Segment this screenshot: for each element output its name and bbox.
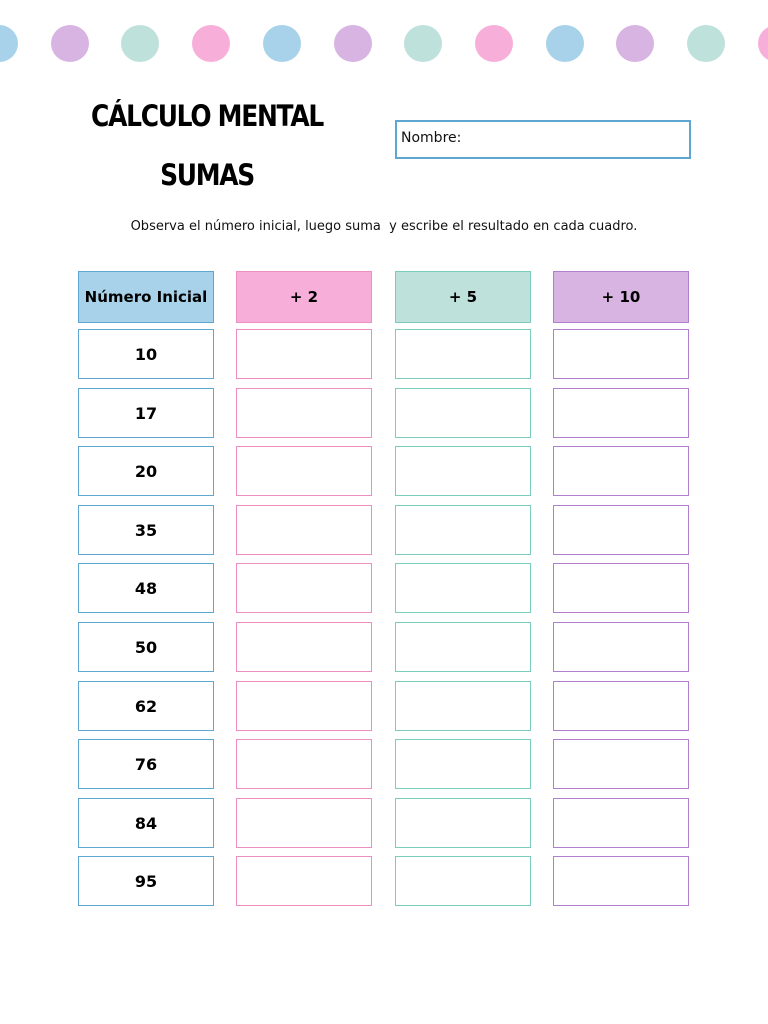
answer-box[interactable] — [236, 329, 372, 379]
initial-number-cell: 76 — [78, 739, 214, 789]
answer-box[interactable] — [395, 446, 531, 496]
answer-box[interactable] — [553, 388, 689, 438]
answer-box[interactable] — [395, 739, 531, 789]
decorative-dot — [192, 25, 230, 62]
decorative-dot — [404, 25, 442, 62]
initial-number-cell: 35 — [78, 505, 214, 555]
initial-number-cell: 10 — [78, 329, 214, 379]
answer-box[interactable] — [395, 622, 531, 672]
answer-box[interactable] — [553, 798, 689, 848]
answer-box[interactable] — [553, 563, 689, 613]
answer-box[interactable] — [236, 622, 372, 672]
decorative-dot — [687, 25, 725, 62]
answer-box[interactable] — [236, 388, 372, 438]
initial-number-cell: 62 — [78, 681, 214, 731]
worksheet-title: CÁLCULO MENTAL — [91, 99, 323, 133]
worksheet-subtitle: SUMAS — [160, 158, 254, 192]
answer-box[interactable] — [553, 739, 689, 789]
column-header: + 10 — [553, 271, 689, 323]
decorative-dot-border — [0, 0, 768, 80]
initial-number-cell: 48 — [78, 563, 214, 613]
answer-box[interactable] — [395, 388, 531, 438]
answer-box[interactable] — [395, 505, 531, 555]
answer-box[interactable] — [553, 446, 689, 496]
answer-box[interactable] — [553, 856, 689, 906]
decorative-dot — [0, 25, 18, 62]
answer-box[interactable] — [236, 856, 372, 906]
initial-number-cell: 50 — [78, 622, 214, 672]
column-header: + 5 — [395, 271, 531, 323]
answer-box[interactable] — [236, 563, 372, 613]
column-header: + 2 — [236, 271, 372, 323]
name-field[interactable] — [395, 120, 691, 159]
initial-number-cell: 17 — [78, 388, 214, 438]
initial-number-cell: 84 — [78, 798, 214, 848]
initial-number-cell: 20 — [78, 446, 214, 496]
answer-box[interactable] — [236, 505, 372, 555]
answer-box[interactable] — [395, 563, 531, 613]
answer-box[interactable] — [553, 505, 689, 555]
answer-box[interactable] — [236, 681, 372, 731]
decorative-dot — [546, 25, 584, 62]
answer-box[interactable] — [395, 329, 531, 379]
decorative-dot — [616, 25, 654, 62]
answer-box[interactable] — [395, 681, 531, 731]
name-label: Nombre: — [401, 130, 462, 146]
decorative-dot — [51, 25, 89, 62]
decorative-dot — [475, 25, 513, 62]
decorative-dot — [758, 25, 768, 62]
answer-box[interactable] — [553, 329, 689, 379]
decorative-dot — [334, 25, 372, 62]
answer-box[interactable] — [553, 681, 689, 731]
decorative-dot — [121, 25, 159, 62]
answer-box[interactable] — [236, 446, 372, 496]
answer-box[interactable] — [236, 798, 372, 848]
answer-box[interactable] — [236, 739, 372, 789]
column-header: Número Inicial — [78, 271, 214, 323]
initial-number-cell: 95 — [78, 856, 214, 906]
decorative-dot — [263, 25, 301, 62]
answer-box[interactable] — [395, 856, 531, 906]
instructions: Observa el número inicial, luego suma y escribe el resultado en cada cuadro. — [130, 219, 638, 234]
answer-box[interactable] — [395, 798, 531, 848]
answer-box[interactable] — [553, 622, 689, 672]
